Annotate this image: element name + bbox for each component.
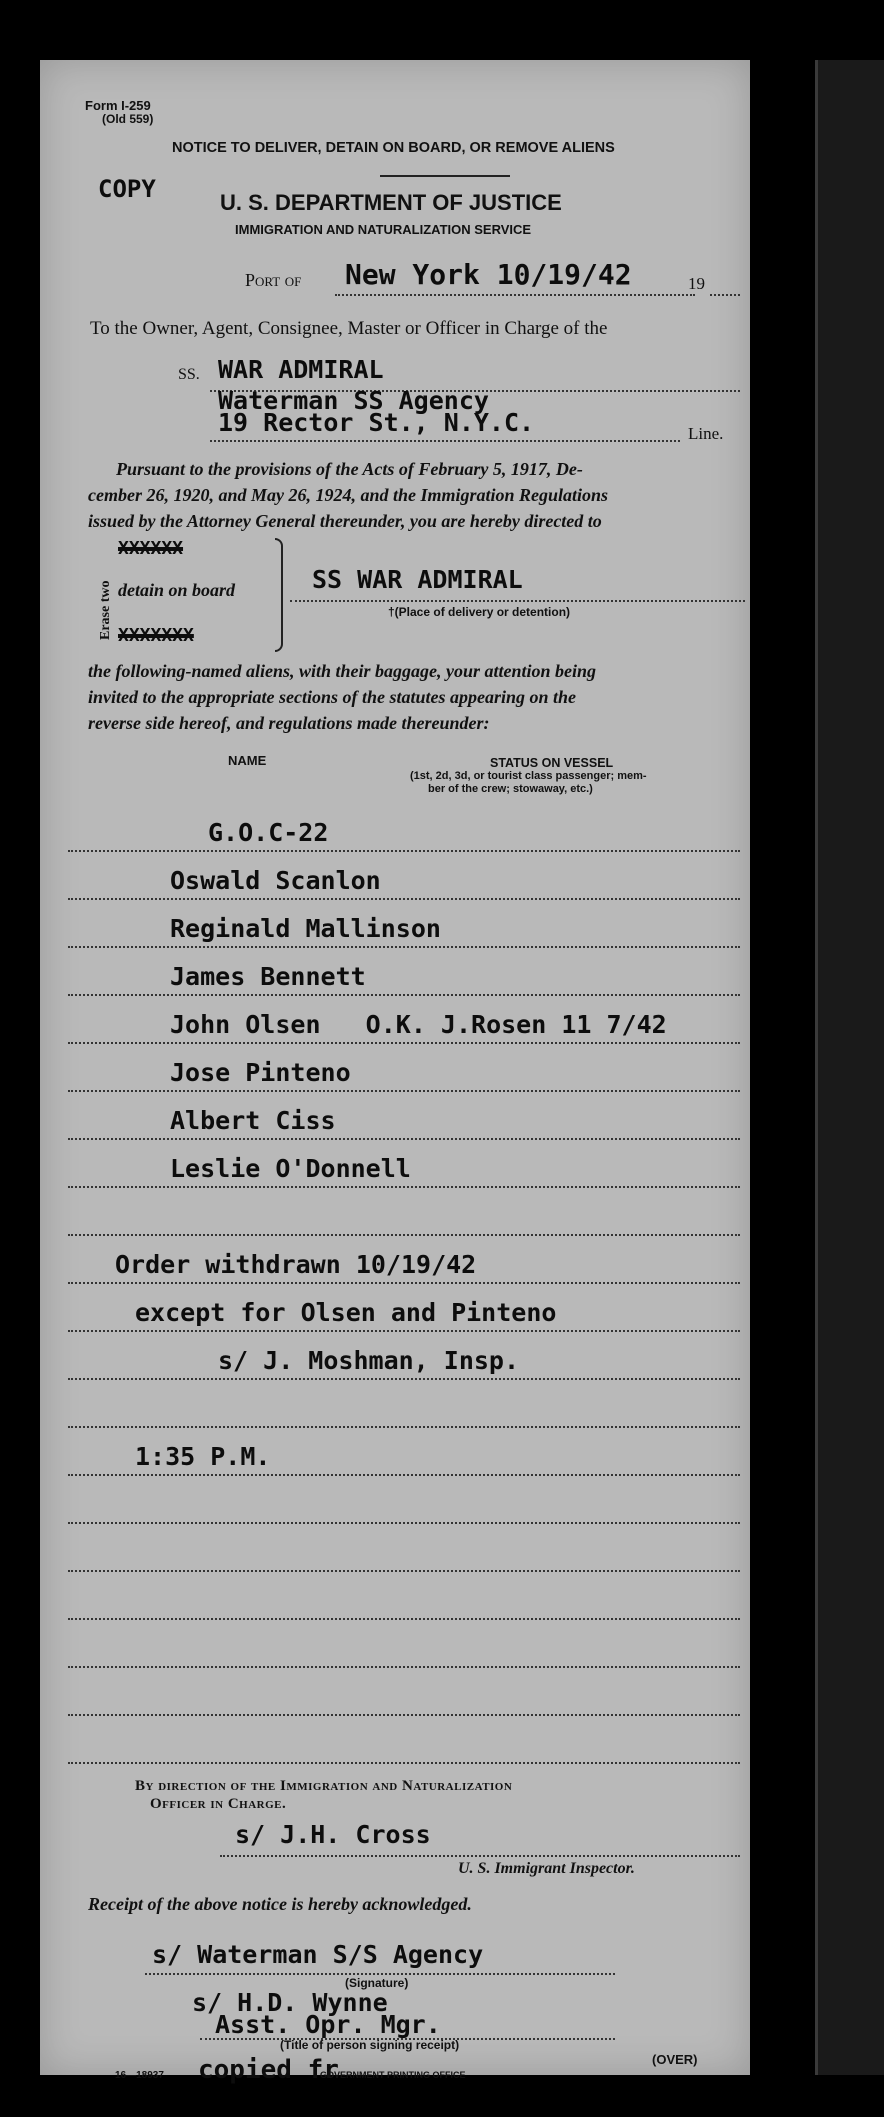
adjacent-page-edge <box>815 60 884 2075</box>
entry-line <box>68 1330 740 1332</box>
title-rule <box>380 175 510 177</box>
agency-address: 19 Rector St., N.Y.C. <box>218 408 535 437</box>
entry-text: Order withdrawn 10/19/42 <box>115 1250 477 1279</box>
port-value: New York 10/19/42 <box>345 258 632 291</box>
person-title: Asst. Opr. Mgr. <box>215 2010 441 2039</box>
form-document <box>40 60 750 2085</box>
print-code: 16—18937 <box>115 2070 164 2081</box>
entry-text: except for Olsen and Pinteno <box>135 1298 557 1327</box>
entry-text: Jose Pinteno <box>170 1058 351 1087</box>
pursuant-paragraph <box>88 456 608 534</box>
options-bracket <box>275 538 283 652</box>
entry-line <box>68 850 740 852</box>
entry-line <box>68 1426 740 1428</box>
agency-signature-line <box>145 1973 615 1975</box>
column-header-name: NAME <box>228 753 267 768</box>
entry-text: G.O.C-22 <box>208 818 329 847</box>
entry-text: Oswald Scanlon <box>170 866 381 895</box>
place-value: SS WAR ADMIRAL <box>312 565 523 594</box>
agency-name: Waterman SS Agency <box>218 386 489 415</box>
entry-text: s/ J. Moshman, Insp. <box>218 1346 520 1375</box>
place-dotted-line <box>290 600 745 602</box>
entry-line <box>68 946 740 948</box>
inspector-signature-line <box>220 1855 740 1857</box>
title-caption: (Title of person signing receipt) <box>280 2038 460 2052</box>
port-label: Port of <box>245 270 302 290</box>
ship-name: WAR ADMIRAL <box>218 355 384 384</box>
option-remove-struck: XXXXXXX <box>118 625 194 646</box>
entry-line <box>68 1090 740 1092</box>
following-line-3: reverse side hereof, and regulations made thereunder: <box>88 713 490 733</box>
year-dotted-line <box>710 294 740 296</box>
form-number: Form I-259 <box>85 98 151 113</box>
entry-text: Reginald Mallinson <box>170 914 441 943</box>
entry-line <box>68 1618 740 1620</box>
entry-line <box>68 1474 740 1476</box>
copy-stamp: COPY <box>98 175 156 203</box>
inspector-signature: s/ J.H. Cross <box>235 1820 431 1849</box>
entry-text: Leslie O'Donnell <box>170 1154 411 1183</box>
entry-line <box>68 1234 740 1236</box>
following-line-2: invited to the appropriate sections of the statutes appearing on the <box>88 687 577 707</box>
service-heading: IMMIGRATION AND NATURALIZATION SERVICE <box>235 222 532 237</box>
entry-text: James Bennett <box>170 962 366 991</box>
department-heading: U. S. DEPARTMENT OF JUSTICE <box>220 190 562 215</box>
entry-line <box>68 1570 740 1572</box>
person-signature: s/ H.D. Wynne <box>192 1988 388 2017</box>
following-paragraph <box>88 658 596 736</box>
over-label: (OVER) <box>652 2052 698 2067</box>
entry-line <box>68 1378 740 1380</box>
inspector-title: U. S. Immigrant Inspector. <box>458 1860 635 1877</box>
status-note-2: ber of the crew; stowaway, etc.) <box>428 783 593 795</box>
to-line: To the Owner, Agent, Consignee, Master or Officer in Charge of the <box>90 318 608 339</box>
line-label: Line. <box>688 424 724 443</box>
direction-line-2: Officer in Charge. <box>150 1796 287 1812</box>
year-suffix: 19 <box>688 274 705 293</box>
status-note-1: (1st, 2d, 3d, or tourist class passenger; mem- <box>410 770 647 782</box>
entry-line <box>68 1138 740 1140</box>
entry-text: John Olsen O.K. J.Rosen 11 7/42 <box>170 1010 667 1039</box>
form-old-number: (Old 559) <box>102 112 154 126</box>
entry-line <box>68 1762 740 1764</box>
column-header-status: STATUS ON VESSEL <box>490 756 614 770</box>
place-caption: †(Place of delivery or detention) <box>388 605 571 619</box>
following-line-1: the following-named aliens, with their baggage, your attention being <box>88 661 597 681</box>
entry-line <box>68 1282 740 1284</box>
entry-line <box>68 994 740 996</box>
pursuant-line-3: issued by the Attorney General thereunder, you are hereby directed to <box>88 511 602 531</box>
erase-two-label: Erase two <box>98 580 113 640</box>
line-dotted-line <box>210 440 680 442</box>
receipt-text: Receipt of the above notice is hereby acknowledged. <box>88 1894 472 1914</box>
agency-signature: s/ Waterman S/S Agency <box>152 1940 484 1969</box>
option-deliver-struck: XXXXXX <box>118 538 184 559</box>
entry-line <box>68 1714 740 1716</box>
entry-line <box>68 1522 740 1524</box>
ss-label: SS. <box>178 366 200 383</box>
notice-title: NOTICE TO DELIVER, DETAIN ON BOARD, OR REMOVE ALIENS <box>172 140 615 156</box>
entry-line <box>68 1666 740 1668</box>
pursuant-line-2: cember 26, 1920, and May 26, 1924, and the Immigration Regulations <box>88 485 609 505</box>
printing-office: GOVERNMENT PRINTING OFFICE <box>320 2070 466 2080</box>
copied-note: copied fr <box>198 2055 339 2085</box>
port-dotted-line <box>335 294 695 296</box>
entry-line <box>68 1042 740 1044</box>
direction-line-1: By direction of the Immigration and Naturalization <box>135 1778 513 1794</box>
entry-text: Albert Ciss <box>170 1106 336 1135</box>
option-detain: detain on board <box>118 580 236 600</box>
entry-line <box>68 898 740 900</box>
pursuant-line-1: Pursuant to the provisions of the Acts of February 5, 1917, De- <box>116 459 583 479</box>
signature-caption: (Signature) <box>345 1976 409 1990</box>
entry-text: 1:35 P.M. <box>135 1442 271 1471</box>
entry-line <box>68 1186 740 1188</box>
